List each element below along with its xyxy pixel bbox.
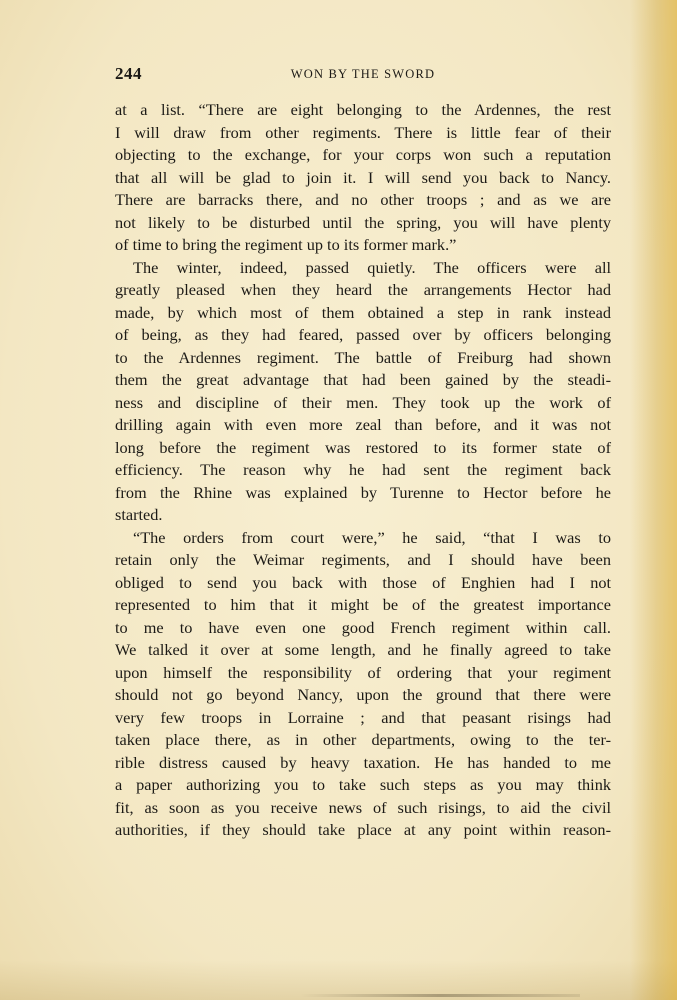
text-line: at a list. “There are eight belonging to the Ardennes, the rest — [115, 100, 611, 119]
text-line: retain only the Weimar regiments, and I should have been — [115, 550, 611, 569]
text-line: I will draw from other regiments. There is little fear of their — [115, 122, 611, 142]
text-line: from the Rhine was explained by Turenne to Hector before he — [115, 482, 611, 502]
text-line: should not go beyond Nancy, upon the ground that there were — [115, 685, 611, 704]
text-line: them the great advantage that had been gained by the steadi- — [115, 370, 611, 389]
text-line: fit, as soon as you receive news of such risings, to aid the civil — [115, 797, 611, 817]
text-line: of time to bring the regiment up to its former mark.” — [115, 235, 457, 254]
page-number: 244 — [115, 64, 142, 83]
running-head: WON BY THE SWORD — [290, 67, 436, 81]
text-line: started. — [115, 505, 163, 524]
scan-edge-shadow — [300, 994, 580, 997]
text-line: There are barracks there, and no other troops ; and as we are — [115, 190, 611, 209]
text-line: drilling again with even more zeal than before, and it was not — [115, 415, 611, 434]
text-line: not likely to be disturbed until the spring, you will have plenty — [115, 212, 611, 232]
text-line: taken place there, as in other departments, owing to the ter- — [115, 730, 611, 749]
text-line: long before the regiment was restored to its former state of — [115, 437, 611, 457]
text-line: made, by which most of them obtained a step in rank instead — [115, 302, 611, 322]
text-line: a paper authorizing you to take such steps as you may think — [115, 775, 611, 794]
paragraph-first-line: “The orders from court were,” he said, “that I was to — [133, 527, 611, 547]
text-line: ness and discipline of their men. They took up the work of — [115, 392, 611, 412]
text-line: represented to him that it might be of the greatest importance — [115, 595, 611, 614]
text-line: We talked it over at some length, and he finally agreed to take — [115, 640, 611, 659]
text-line: authorities, if they should take place at any point within reason- — [115, 820, 611, 839]
text-line: very few troops in Lorraine ; and that peasant risings had — [115, 707, 611, 727]
text-line: obliged to send you back with those of Enghien had I not — [115, 572, 611, 592]
text-line: greatly pleased when they heard the arrangements Hector had — [115, 280, 611, 299]
text-line: rible distress caused by heavy taxation. He has handed to me — [115, 752, 611, 772]
text-line: objecting to the exchange, for your corps won such a reputation — [115, 145, 611, 164]
text-line: of being, as they had feared, passed over by officers belonging — [115, 325, 611, 344]
body-text — [115, 99, 611, 842]
paragraph-first-line: The winter, indeed, passed quietly. The officers were all — [133, 257, 611, 277]
text-line: that all will be glad to join it. I will send you back to Nancy. — [115, 167, 611, 187]
text-line: upon himself the responsibility of ordering that your regiment — [115, 662, 611, 682]
text-line: efficiency. The reason why he had sent the regiment back — [115, 460, 611, 479]
text-line: to me to have even one good French regiment within call. — [115, 617, 611, 637]
page-header — [115, 64, 611, 86]
text-line: to the Ardennes regiment. The battle of Freiburg had shown — [115, 347, 611, 367]
